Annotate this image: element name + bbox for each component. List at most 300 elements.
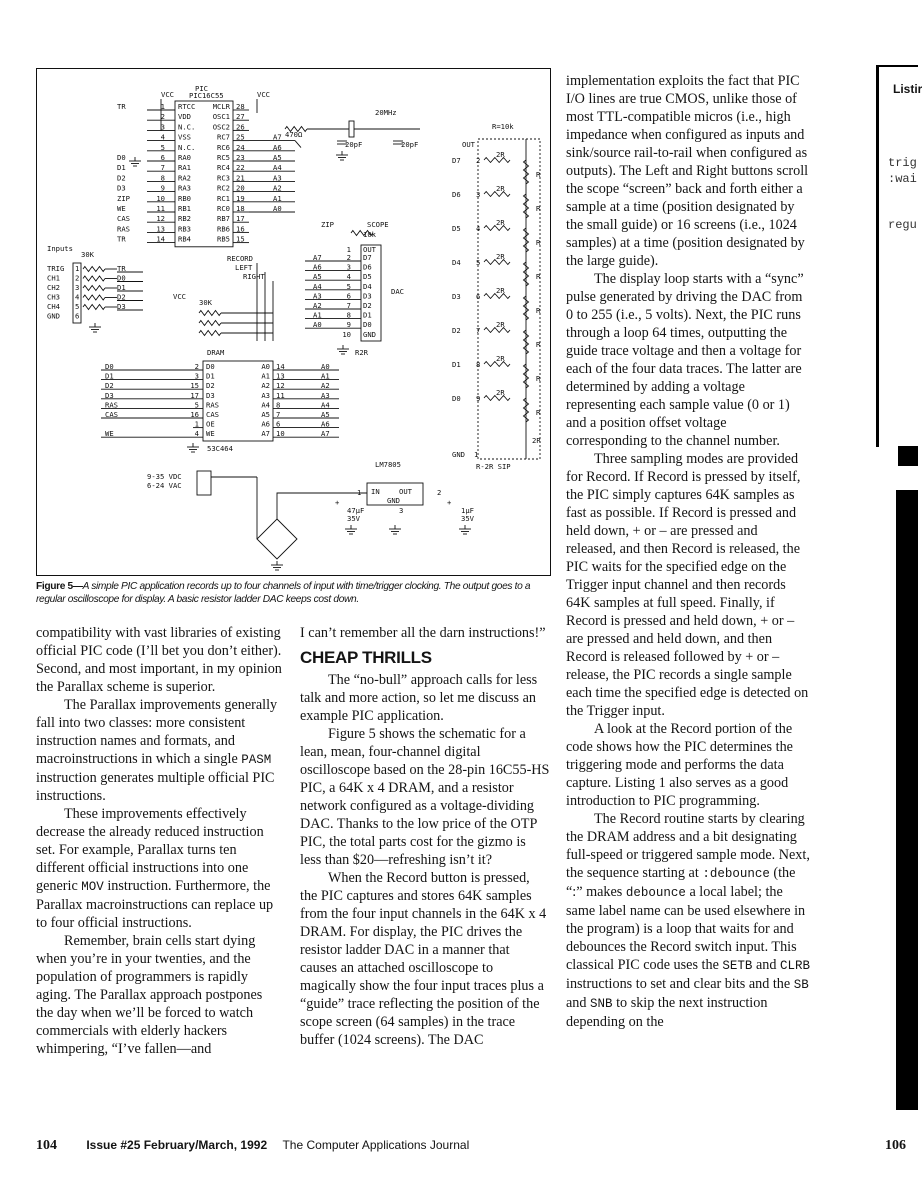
schematic-label: RB3 (178, 224, 191, 234)
schematic-label: D5 (363, 272, 372, 282)
schematic-label: R (536, 340, 541, 349)
schematic-label: 8 (346, 310, 351, 320)
schematic-label: A1 (313, 310, 322, 320)
resistor-symbol (83, 286, 105, 291)
schematic-label: 35V (347, 514, 360, 523)
schematic-label: 1µF (461, 506, 474, 515)
schematic-label: 1 (357, 488, 362, 497)
schematic-label: 20pF (401, 140, 419, 149)
schematic-label: D4 (363, 281, 372, 291)
schematic-label: 3 (75, 283, 80, 292)
schematic-label: 14 (156, 234, 165, 244)
schematic-label: D0 (363, 320, 372, 330)
schematic-label: 30K (199, 298, 212, 307)
schematic-label: R (536, 374, 541, 383)
schematic-label: A4 (321, 400, 330, 410)
schematic-label: CAS (105, 410, 118, 419)
code-term: SB (793, 978, 809, 992)
paragraph: A look at the Record portion of the code shows how the PIC determines the triggering mode and performs the data capture. Listing 1 also serves as a good introduction to PIC programming. (566, 721, 793, 809)
schematic-diagram (37, 69, 552, 577)
schematic-label: RB5 (217, 234, 230, 244)
schematic-label: RB1 (178, 204, 191, 213)
schematic-label: A0 (261, 362, 270, 371)
right-page-rule (876, 65, 918, 67)
schematic-label: 470Ω (285, 130, 303, 139)
schematic-label: 9 (160, 183, 165, 193)
schematic-label: CAS (206, 410, 219, 419)
schematic-label: RB6 (217, 224, 230, 234)
resistor-symbol (199, 321, 221, 326)
schematic-label: GND (387, 496, 400, 505)
schematic-label: RA2 (178, 173, 191, 183)
schematic-label: ZIP (321, 220, 334, 229)
schematic-label: 6 (346, 291, 351, 301)
schematic-label: R2R (355, 348, 368, 357)
right-page-number: 106 (885, 1138, 906, 1153)
schematic-label: 2R (496, 184, 505, 193)
schematic-label: 5 (346, 281, 351, 291)
schematic-label: A7 (273, 132, 282, 142)
right-page-code-line: :wai (888, 172, 917, 186)
schematic-label: OUT (363, 245, 376, 254)
text: (the “:” makes (566, 865, 796, 900)
figure-5-schematic (36, 68, 551, 576)
schematic-label: 6 (276, 419, 281, 429)
paragraph (36, 696, 282, 805)
schematic-label: A0 (313, 320, 322, 330)
section-heading: CHEAP THRILLS (300, 648, 432, 667)
schematic-label: A5 (261, 410, 270, 419)
schematic-label: R (536, 204, 541, 213)
schematic-label: D0 (206, 362, 215, 371)
right-page-code-line: trig (888, 156, 917, 170)
schematic-label: D7 (363, 253, 372, 262)
schematic-label: GND (452, 450, 465, 459)
schematic-label: D0 (452, 394, 461, 403)
schematic-label: RC5 (217, 153, 230, 162)
schematic-label: A6 (321, 419, 330, 429)
schematic-label: D4 (452, 258, 461, 267)
schematic-label: 9-35 VDC (147, 472, 182, 481)
schematic-label: 11 (276, 390, 285, 400)
schematic-label: D3 (363, 291, 372, 301)
schematic-label: 5 (476, 258, 481, 267)
schematic-label: VCC (257, 90, 270, 99)
schematic-label: R (536, 170, 541, 179)
schematic-label: 1 (160, 102, 165, 111)
schematic-label: 6-24 VAC (147, 481, 182, 490)
right-page-dark-block (898, 446, 918, 466)
right-page-number-wrap (885, 1138, 906, 1154)
schematic-label: A1 (261, 371, 270, 381)
schematic-label: D1 (117, 283, 126, 292)
schematic-label: DRAM (207, 348, 225, 357)
schematic-label: 7 (346, 301, 351, 310)
schematic-label: TR (117, 264, 126, 273)
schematic-label: 12 (156, 214, 165, 224)
schematic-label: 20 (236, 183, 245, 193)
schematic-label: RB7 (217, 214, 230, 224)
text: to skip the next instruction depending on the (566, 995, 768, 1030)
text: The Record routine starts by clearing the DRAM address and a bit designating full-speed or triggered sample mode. Next, the sequence starting at (566, 811, 810, 881)
schematic-label: CH3 (47, 292, 60, 302)
schematic-label: 5 (194, 400, 199, 410)
schematic-label: D1 (452, 360, 461, 369)
schematic-label: 2R (496, 218, 505, 227)
schematic-label: RC2 (217, 183, 230, 193)
schematic-label: GND (47, 311, 60, 321)
schematic-label: 3 (399, 506, 404, 515)
schematic-label: D2 (363, 301, 372, 310)
schematic-label: 2R (496, 388, 505, 397)
schematic-label: R (536, 408, 541, 417)
schematic-label: RTCC (178, 102, 196, 111)
schematic-label: 18 (236, 204, 245, 213)
schematic-label: D1 (206, 371, 215, 381)
code-term: CLRB (780, 959, 811, 973)
schematic-label: 3 (160, 122, 165, 132)
caption-label: Figure 5— (36, 581, 83, 592)
schematic-label: D3 (206, 390, 215, 400)
schematic-label: D2 (105, 381, 114, 391)
schematic-label: 17 (236, 214, 245, 224)
page-footer (36, 1138, 469, 1154)
schematic-label: WE (105, 429, 114, 439)
schematic-label: 8 (276, 400, 281, 410)
schematic-label: 4 (75, 292, 80, 302)
paragraph (36, 805, 282, 932)
resistor-symbol (83, 295, 105, 300)
resistor-symbol (199, 331, 221, 336)
schematic-label: D1 (117, 163, 126, 173)
power-jack (197, 471, 211, 495)
schematic-label: 53C464 (207, 444, 233, 453)
schematic-label: 1 (346, 245, 351, 254)
code-term: PASM (241, 753, 272, 767)
schematic-label: 13 (276, 371, 285, 381)
resistor-symbol (83, 305, 105, 310)
schematic-label: A2 (321, 381, 330, 391)
schematic-label: VSS (178, 132, 191, 142)
schematic-label: RA3 (178, 183, 191, 193)
schematic-label: TR (117, 234, 126, 244)
paragraph: I can’t remember all the darn instructions!” (300, 625, 546, 641)
column-1 (36, 624, 282, 1058)
paragraph: implementation exploits the fact that PIC I/O lines are true CMOS, unlike those of most TTL-compatible micros (i.e., high impedance when configured as inputs and sink/source rail-to-rail when configured as outputs). The Left and Right buttons scroll the scope “screen” back and forth either a sample at a time (position designated by the small guide) or 16 screens (i.e., 1024 samples) at a time (position designated by the large guide). (566, 73, 809, 269)
schematic-label: 22 (236, 163, 245, 173)
schematic-label: 4 (194, 429, 199, 439)
schematic-label: OUT (462, 140, 475, 149)
schematic-label: 3 (476, 190, 481, 199)
schematic-label: RA1 (178, 163, 191, 173)
text: These improvements effectively decrease the already reduced instruction set. For example, Parallax turns ten different official instructions into one generic (36, 806, 264, 894)
schematic-label: A0 (321, 362, 330, 371)
schematic-label: 2R (496, 252, 505, 261)
schematic-label: R (536, 238, 541, 247)
schematic-label: A5 (313, 272, 322, 282)
column-3 (566, 72, 811, 1031)
schematic-label: RB4 (178, 234, 191, 244)
schematic-label: 15 (236, 234, 245, 244)
schematic-label: 2R (496, 320, 505, 329)
schematic-label: RB0 (178, 193, 191, 203)
schematic-label: CAS (117, 214, 130, 224)
schematic-label: A3 (313, 291, 322, 301)
schematic-label: R=10k (492, 122, 514, 131)
schematic-label: 5 (160, 142, 165, 152)
schematic-label: MCLR (212, 102, 230, 111)
schematic-label: 4 (160, 132, 165, 142)
schematic-label: D2 (117, 292, 126, 302)
paragraph: The display loop starts with a “sync” pulse generated by driving the DAC from 0 to 255 (i.e., 5 volts). Next, the PIC runs through a loop 64 times, outputting the guide trace voltage and then a voltage for each of the four data traces. The latter are determined by adding a voltage representing each sample value (0 or 1) and a position offset voltage corresponding to the channel number. (566, 271, 804, 449)
schematic-label: D6 (363, 262, 372, 272)
paragraph: The “no-bull” approach calls for less talk and more action, so let me discuss an example PIC application. (300, 672, 538, 724)
schematic-label: + (335, 498, 340, 507)
schematic-label: RC4 (217, 163, 230, 173)
schematic-label: 9 (346, 320, 351, 330)
paragraph: When the Record button is pressed, the PIC captures and stores 64K samples from the four input channels in the 64K x 4 DRAM. For display, the PIC drives the resistor ladder DAC in a manner that causes an attached oscilloscope to magically show the four input traces plus a “guide” trace reflecting the position of the scope screen (64 samples) in the trace buffer (1024 screens). The DAC (300, 870, 547, 1048)
schematic-label: 1 (194, 419, 199, 429)
schematic-label: PIC16C55 (189, 91, 224, 100)
schematic-label: D3 (117, 302, 126, 311)
schematic-label: D3 (117, 183, 126, 193)
text: instruction generates multiple official PIC instructions. (36, 770, 275, 804)
schematic-label: RC3 (217, 173, 230, 183)
schematic-label: GND (363, 330, 376, 339)
schematic-label: WE (206, 429, 215, 439)
schematic-label: 8 (476, 360, 481, 369)
paragraph: Remember, brain cells start dying when you’re in your twenties, and the population of programmers is rapidly aging. The Parallax approach postpones the day when we’ll be forced to watch commercials with elderly hackers whimpering, “I’ve fallen—and (36, 933, 263, 1057)
schematic-label: D1 (363, 310, 372, 320)
resistor-symbol (83, 276, 105, 281)
schematic-label: RA0 (178, 153, 191, 162)
schematic-label: 47µF (347, 506, 365, 515)
schematic-label: 27 (236, 112, 245, 122)
schematic-label: RC0 (217, 204, 230, 213)
schematic-label: PIC (195, 84, 208, 93)
code-term: MOV (81, 880, 104, 894)
schematic-label: A2 (273, 183, 282, 193)
right-page-title: Listir (893, 82, 922, 96)
schematic-label: A2 (261, 381, 270, 391)
schematic-label: 2 (476, 156, 481, 165)
schematic-label: A4 (273, 163, 282, 173)
schematic-label: A5 (321, 410, 330, 419)
schematic-label: D5 (452, 224, 461, 233)
crystal-symbol (349, 121, 354, 137)
schematic-label: TR (117, 102, 126, 111)
wire (295, 141, 301, 148)
schematic-label: 2 (437, 488, 442, 497)
schematic-label: 20MHz (375, 108, 397, 117)
schematic-label: A6 (313, 262, 322, 272)
schematic-label: 2R (496, 354, 505, 363)
schematic-label: RC7 (217, 132, 230, 142)
schematic-label: D2 (206, 381, 215, 391)
page-number: 104 (36, 1138, 57, 1153)
schematic-label: 2 (346, 253, 351, 262)
paragraph: Three sampling modes are provided for Record. If Record is pressed by itself, the PIC simply captures 64K samples as fast as possible. If Record is pressed and held down, + or – are pressed and released, and then Record is released, the PIC waits for the specified edge on the Trigger input channel and then records 64K samples at full speed. Finally, if Record is pressed and held down, + or – are pressed and held down, and then Record is released followed by + or – release, the PIC records a single sample each time the specified edge is detected on the Trigger input. (566, 451, 809, 719)
schematic-label: RB2 (178, 214, 191, 224)
schematic-label: LM7805 (375, 460, 401, 469)
schematic-label: 12 (276, 381, 285, 391)
schematic-label: D7 (452, 156, 461, 165)
schematic-label: 4 (346, 272, 351, 282)
schematic-label: A3 (321, 390, 330, 400)
schematic-label: ZIP (117, 193, 130, 203)
right-page-dark-band (896, 490, 918, 1110)
schematic-label: 26 (236, 122, 245, 132)
schematic-label: R-2R SIP (476, 462, 511, 471)
schematic-label: 30K (81, 250, 94, 259)
schematic-label: 7 (276, 410, 281, 419)
schematic-label: 2R (496, 286, 505, 295)
schematic-label: Inputs (47, 244, 73, 253)
schematic-label: 3 (346, 262, 351, 272)
schematic-label: RAS (105, 400, 118, 410)
schematic-label: D6 (452, 190, 461, 199)
schematic-label: SCOPE (367, 220, 389, 229)
schematic-label: RC1 (217, 193, 230, 203)
schematic-label: 16 (236, 224, 245, 234)
schematic-label: A4 (313, 281, 322, 291)
schematic-label: N.C. (178, 142, 196, 152)
schematic-label: A6 (261, 419, 270, 429)
schematic-label: 1 (474, 450, 479, 459)
schematic-label: OE (206, 419, 215, 429)
schematic-label: 2 (75, 273, 80, 283)
schematic-label: RC6 (217, 142, 230, 152)
schematic-label: 6 (160, 153, 165, 162)
schematic-label: TRIG (47, 264, 65, 273)
schematic-label: IN (371, 487, 380, 496)
bridge-rectifier (257, 519, 297, 559)
schematic-label: 2R (496, 150, 505, 159)
schematic-label: 24 (236, 142, 245, 152)
schematic-label: 10 (276, 429, 285, 439)
schematic-label: A4 (261, 400, 270, 410)
schematic-label: A1 (273, 193, 282, 203)
schematic-label: 3 (194, 371, 199, 381)
schematic-label: A7 (261, 429, 270, 439)
schematic-label: 8 (160, 173, 165, 183)
text: and (566, 995, 587, 1011)
schematic-label: 9 (476, 394, 481, 403)
schematic-label: 13 (156, 224, 165, 234)
schematic-label: 2R (532, 436, 541, 445)
schematic-label: 1 (75, 264, 80, 273)
schematic-label: A6 (273, 142, 282, 152)
schematic-label: 4 (476, 224, 481, 233)
schematic-label: 21 (236, 173, 245, 183)
schematic-label: R (536, 306, 541, 315)
schematic-label: 35V (461, 514, 474, 523)
schematic-label: 20pF (345, 140, 363, 149)
schematic-label: A1 (321, 371, 330, 381)
schematic-label: 10 (342, 330, 351, 339)
schematic-label: VCC (161, 90, 174, 99)
text: The Parallax improvements generally fall into two classes: more consistent instruction names and formats, and macroinstructions in which a single (36, 697, 278, 767)
schematic-label: A5 (273, 153, 282, 162)
schematic-label: A7 (321, 429, 330, 439)
resistor-symbol (83, 267, 105, 272)
text: instruction. Furthermore, the Parallax macroinstructions can replace up to four official instructions. (36, 878, 274, 931)
schematic-label: D1 (105, 371, 114, 381)
right-page-code-line: regu (888, 218, 917, 232)
paragraph (566, 810, 811, 1031)
resistor-symbol (199, 311, 221, 316)
code-term: debounce (625, 886, 686, 900)
schematic-label: 15 (190, 381, 199, 391)
issue-label: Issue #25 February/March, 1992 (86, 1138, 268, 1152)
schematic-label: D2 (452, 326, 461, 335)
schematic-label: CH4 (47, 302, 60, 311)
schematic-label: A7 (313, 253, 322, 262)
schematic-label: 17 (190, 390, 199, 400)
schematic-label: 16 (190, 410, 199, 419)
schematic-label: VCC (173, 292, 186, 301)
schematic-label: 5 (75, 302, 80, 311)
schematic-label: + (447, 498, 452, 507)
figure-caption (36, 580, 551, 606)
column-2 (300, 624, 550, 1049)
paragraph: compatibility with vast libraries of existing official PIC code (I’ll bet you don’t either). Second, and most important, in my opinion the Parallax scheme is superior. (36, 625, 282, 695)
schematic-label: D0 (117, 273, 126, 283)
schematic-label: 7 (160, 163, 165, 173)
schematic-label: WE (117, 204, 126, 213)
schematic-label: 2 (194, 362, 199, 371)
schematic-label: N.C. (178, 122, 196, 132)
schematic-label: LEFT (235, 263, 253, 272)
schematic-label: 10k (363, 230, 376, 239)
schematic-label: VDD (178, 112, 191, 122)
schematic-label: 10 (156, 193, 165, 203)
schematic-label: OUT (399, 487, 412, 496)
paragraph: Figure 5 shows the schematic for a lean, mean, four-channel digital oscilloscope based on the 28-pin 16C55-HS PIC, a 64K x 4 DRAM, and a resistor network configured as a voltage-dividing DAC. Thanks to the low price of the OTP PIC, the total parts cost for the gizmo is less than $20—refreshing isn’t it? (300, 726, 550, 868)
schematic-label: 23 (236, 153, 245, 162)
schematic-label: 19 (236, 193, 245, 203)
schematic-label: 6 (75, 311, 80, 321)
schematic-label: D2 (117, 173, 126, 183)
caption-text: A simple PIC application records up to four channels of input with time/trigger clocking. The output goes to a regular oscilloscope for display. A basic resistor ladder DAC keeps cost down. (36, 581, 531, 605)
code-term: :debounce (702, 867, 770, 881)
schematic-label: CH1 (47, 273, 60, 283)
schematic-label: RAS (206, 400, 219, 410)
schematic-label: D0 (105, 362, 114, 371)
code-term: SNB (590, 997, 613, 1011)
right-page-border (876, 67, 879, 447)
schematic-label: CH2 (47, 283, 60, 292)
schematic-label: A3 (273, 173, 282, 183)
text: instructions to set and clear bits and the (566, 976, 791, 992)
schematic-label: 7 (476, 326, 481, 335)
schematic-label: R (536, 272, 541, 281)
schematic-label: 28 (236, 102, 245, 111)
text: and (755, 957, 777, 973)
schematic-label: 25 (236, 132, 245, 142)
r2r-sip-outline (478, 139, 540, 459)
schematic-label: 6 (476, 292, 481, 301)
schematic-label: D3 (452, 292, 461, 301)
schematic-label: OSC1 (212, 112, 230, 122)
schematic-label: RAS (117, 224, 130, 234)
schematic-label: RIGHT (243, 272, 265, 281)
schematic-label: 14 (276, 362, 285, 371)
schematic-label: A2 (313, 301, 322, 310)
schematic-label: D0 (117, 153, 126, 162)
schematic-label: D3 (105, 390, 114, 400)
text: a local label; the same label name can be used elsewhere in the program) is a loop that waits for and debounces the Record switch input. This classical PIC code uses the (566, 884, 806, 973)
